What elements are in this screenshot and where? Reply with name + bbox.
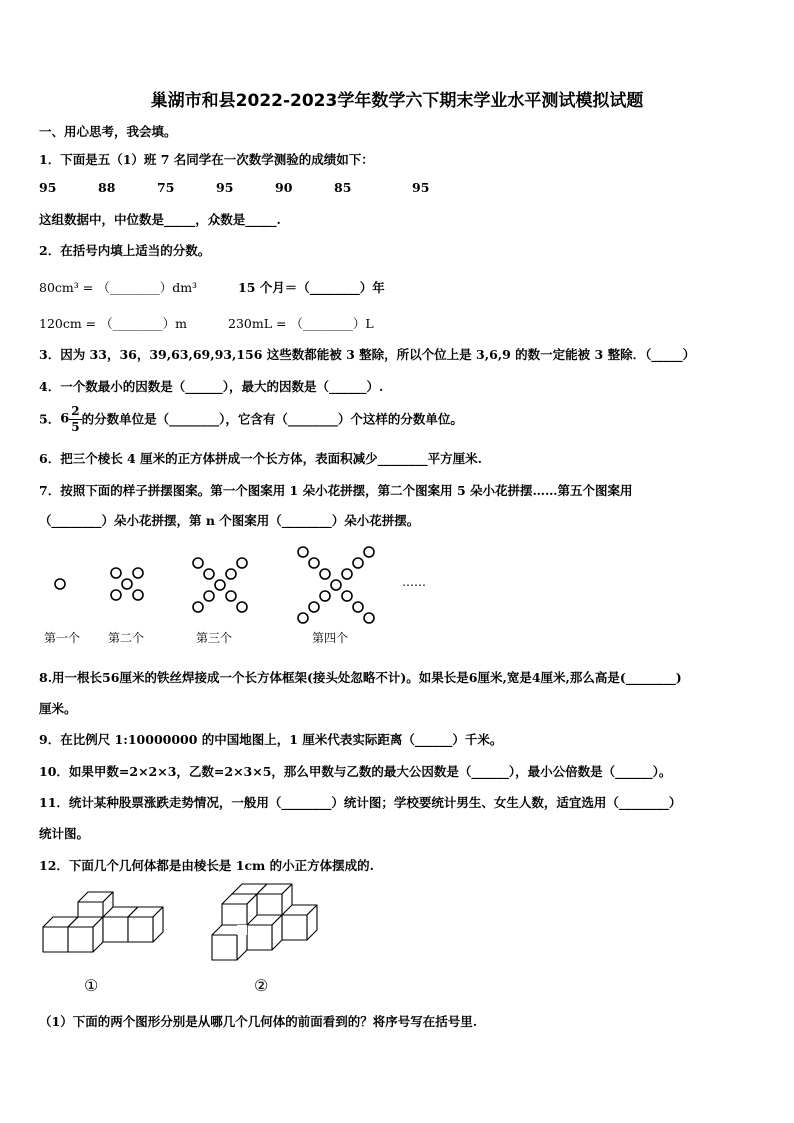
flower-circle bbox=[193, 558, 203, 568]
flower-circle bbox=[309, 602, 319, 612]
figure-label-2: ② bbox=[254, 976, 269, 995]
cube bbox=[237, 925, 247, 935]
flower-circle bbox=[364, 613, 374, 623]
flower-circle bbox=[237, 602, 247, 612]
flower-circle bbox=[204, 569, 214, 579]
question-12-sub-1: （1）下面的两个图形分别是从哪几个几何体的前面看到的？将序号写在括号里. bbox=[39, 1014, 478, 1029]
question-2-item-c: 120cm = （________）m bbox=[39, 316, 187, 331]
page-title: 巢湖市和县2022-2023学年数学六下期末学业水平测试模拟试题 bbox=[150, 91, 644, 111]
score: 90 bbox=[275, 180, 293, 195]
pattern-ellipsis: …… bbox=[402, 575, 426, 589]
fraction bbox=[69, 404, 81, 435]
flower-circle bbox=[55, 579, 65, 589]
score: 88 bbox=[98, 180, 116, 195]
cube-solid-figure-2 bbox=[208, 880, 320, 966]
question-5 bbox=[39, 401, 463, 438]
question-1-scores bbox=[39, 180, 471, 195]
cube-solid-figure-1 bbox=[38, 882, 168, 957]
question-8-line-2: 厘米。 bbox=[39, 701, 77, 716]
score: 95 bbox=[39, 180, 57, 195]
flower-circle bbox=[215, 580, 225, 590]
pattern-label-4: 第四个 bbox=[312, 631, 349, 645]
question-2-item-d: 230mL = （________）L bbox=[228, 316, 374, 331]
question-1-ask: 这组数据中，中位数是_____，众数是_____. bbox=[39, 212, 281, 227]
cube bbox=[282, 905, 317, 940]
fraction-numerator: 2 bbox=[71, 404, 80, 418]
flower-circle bbox=[309, 558, 319, 568]
score: 85 bbox=[334, 180, 352, 195]
score: 75 bbox=[157, 180, 175, 195]
flower-circle bbox=[342, 569, 352, 579]
section-heading: 一、用心思考，我会填。 bbox=[39, 124, 177, 139]
figure-label-1: ① bbox=[84, 976, 99, 995]
question-2-stem: 2．在括号内填上适当的分数。 bbox=[39, 243, 211, 258]
flower-circle bbox=[111, 590, 121, 600]
question-5-text: 的分数单位是（________），它含有（________）个这样的分数单位。 bbox=[81, 411, 463, 427]
question-2-item-a: 80cm³ = （________）dm³ bbox=[39, 280, 198, 295]
question-11-line-2: 统计图。 bbox=[39, 826, 90, 841]
flower-circle bbox=[298, 613, 308, 623]
flower-circle bbox=[342, 591, 352, 601]
flower-circle bbox=[237, 558, 247, 568]
question-7-line-1: 7．按照下面的样子拼摆图案。第一个图案用 1 朵小花拼摆，第二个图案用 5 朵小花拼摆……第五个图案用 bbox=[39, 483, 633, 498]
flower-circle bbox=[193, 602, 203, 612]
flower-circle bbox=[320, 591, 330, 601]
flower-circle bbox=[364, 547, 374, 557]
question-1-stem: 1．下面是五（1）班 7 名同学在一次数学测验的成绩如下： bbox=[39, 152, 374, 167]
flower-circle bbox=[133, 590, 143, 600]
cube bbox=[128, 907, 163, 942]
question-10: 10．如果甲数=2×2×3，乙数=2×3×5，那么甲数与乙数的最大公因数是（______），最小公倍数是（______）。 bbox=[39, 764, 672, 779]
flower-circle bbox=[226, 591, 236, 601]
question-4: 4．一个数最小的因数是（______），最大的因数是（______）. bbox=[39, 379, 384, 394]
flower-circle bbox=[298, 547, 308, 557]
question-5-prefix: 5． bbox=[39, 411, 61, 427]
flower-circle bbox=[204, 591, 214, 601]
flower-circle bbox=[133, 568, 143, 578]
pattern-label-1: 第一个 bbox=[44, 631, 81, 645]
flower-circle bbox=[111, 568, 121, 578]
cube bbox=[247, 915, 282, 950]
fraction-denominator: 5 bbox=[71, 420, 80, 434]
pattern-label-3: 第三个 bbox=[196, 631, 233, 645]
flower-circle bbox=[331, 580, 341, 590]
question-9: 9．在比例尺 1:10000000 的中国地图上，1 厘米代表实际距离（______）千米。 bbox=[39, 732, 503, 747]
flower-circle bbox=[353, 602, 363, 612]
cube bbox=[68, 917, 103, 952]
flower-pattern-figure bbox=[30, 538, 450, 653]
score: 95 bbox=[216, 180, 234, 195]
score: 95 bbox=[412, 180, 430, 195]
question-8-line-1: 8.用一根长56厘米的铁丝焊接成一个长方体框架(接头处忽略不计)。如果长是6厘米,宽是4厘米,那么高是(________) bbox=[39, 670, 682, 685]
flower-circle bbox=[226, 569, 236, 579]
question-2-item-b: 15 个月＝（________）年 bbox=[238, 280, 385, 295]
question-12-stem: 12．下面几个几何体都是由棱长是 1cm 的小正方体摆成的. bbox=[39, 858, 374, 873]
mixed-number-whole: 6 bbox=[60, 411, 70, 427]
pattern-label-2: 第二个 bbox=[108, 631, 145, 645]
flower-circle bbox=[320, 569, 330, 579]
flower-circle bbox=[122, 579, 132, 589]
question-11-line-1: 11．统计某种股票涨跌走势情况，一般用（________）统计图；学校要统计男生、女生人数，适宜选用（________） bbox=[39, 795, 682, 810]
question-6: 6．把三个棱长 4 厘米的正方体拼成一个长方体，表面积减少________平方厘米. bbox=[39, 451, 482, 466]
flower-circle bbox=[353, 558, 363, 568]
question-3: 3．因为 33，36，39,63,69,93,156 这些数都能被 3 整除，所以个位上是 3,6,9 的数一定能被 3 整除．（_____） bbox=[39, 347, 696, 362]
question-7-line-2: （________）朵小花拼摆，第 n 个图案用（________）朵小花拼摆。 bbox=[39, 513, 420, 528]
